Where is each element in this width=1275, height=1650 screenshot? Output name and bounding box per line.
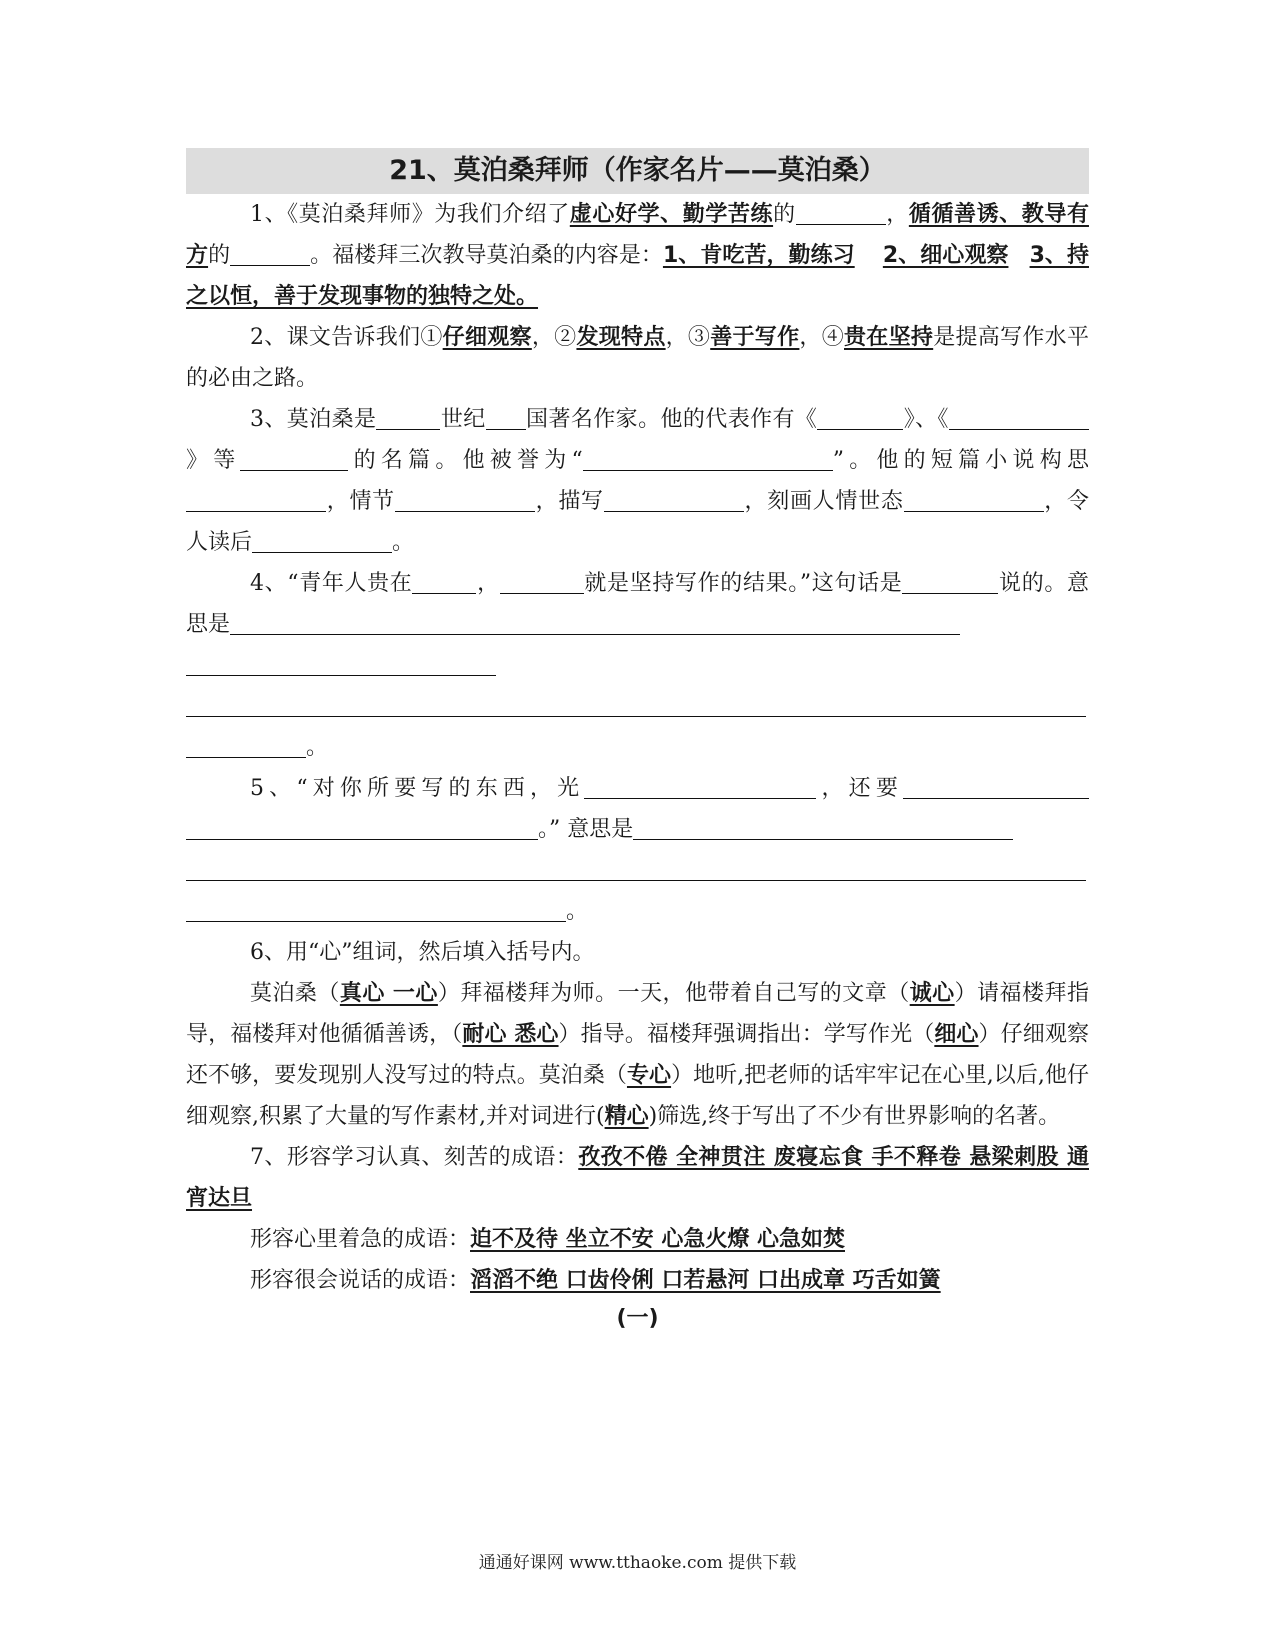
blank[interactable] [604, 485, 744, 512]
question-5 [186, 768, 1089, 850]
q7-text-2: 形容心里着急的成语： [250, 1227, 471, 1252]
blank[interactable] [817, 403, 903, 430]
q4-text-1: 4、“青年人贵在 [250, 571, 413, 596]
q3-text-11: ，令人读后 [186, 489, 1089, 555]
blank[interactable] [376, 403, 440, 430]
q6-text-1: 莫泊桑（ [250, 981, 340, 1006]
q1-text-3: ， [885, 202, 909, 227]
q2-text-2: ，② [531, 325, 577, 350]
q6-text-5: ）仔细观察还不够，要发现别人没写过的特点。莫泊桑（ [186, 1022, 1089, 1088]
blank[interactable] [583, 444, 833, 471]
blank[interactable] [903, 772, 1089, 799]
blank[interactable] [186, 649, 496, 676]
blank[interactable] [949, 403, 1089, 430]
blank[interactable] [486, 403, 526, 430]
q5-text-4: 。 [566, 899, 589, 924]
q5-text-2: ，还要 [816, 776, 903, 801]
q1-answer-5: 3、持之以恒，善于发现事物的独特之处。 [186, 243, 1089, 309]
q3-text-7: ”。他的短篇小说构思 [832, 448, 1089, 473]
q4-answer-lines [186, 645, 1089, 686]
q6-text-3: ）请福楼拜指导，福楼拜对他循循善诱，（ [186, 981, 1089, 1047]
q1-answer-3: 1、肯吃苦，勤练习 [662, 243, 855, 268]
q3-text-4: 》、《 [903, 407, 949, 432]
q2-text-5: 是提高写作水平的必由之路。 [186, 325, 1089, 391]
q3-text-6: 的名篇。他被誉为“ [348, 448, 583, 473]
q1-text-2: 的 [773, 202, 796, 227]
q1-answer-1: 虚心好学、勤学苦练 [569, 202, 774, 227]
q5-text-3: 。” 意思是 [538, 817, 634, 842]
blank[interactable] [230, 608, 960, 635]
q5-answer-lines-2 [186, 891, 1089, 932]
q7-answer-2: 迫不及待 坐立不安 心急火燎 心急如焚 [470, 1227, 845, 1252]
q6-answer-3: 耐心 悉心 [462, 1022, 559, 1047]
blank[interactable] [186, 813, 538, 840]
question-7-row-2 [186, 1219, 1089, 1260]
q7-text-1: 7、形容学习认真、刻苦的成语： [250, 1145, 579, 1170]
q6-answer-6: 精心 [604, 1104, 649, 1129]
blank[interactable] [902, 567, 998, 594]
footer-credit: 通通好课网 www.tthaoke.com 提供下载 [478, 1553, 797, 1573]
q4-answer-lines-3 [186, 727, 1089, 768]
q6-text-2: ）拜福楼拜为师。一天，他带着自己写的文章（ [437, 981, 910, 1006]
q6-answer-4: 细心 [934, 1022, 979, 1047]
q4-text-4: 说的。意思是 [186, 571, 1089, 637]
blank[interactable] [796, 198, 886, 225]
q2-answer-2: 发现特点 [576, 325, 666, 350]
q3-text-10: ，刻画人情世态 [743, 489, 904, 514]
q7-text-3: 形容很会说话的成语： [250, 1268, 471, 1293]
q3-text-8: ，情节 [326, 489, 395, 514]
q3-text-2: 世纪 [440, 407, 486, 432]
question-2 [186, 317, 1089, 399]
q1-text-4: 的 [208, 243, 231, 268]
page-title: 21、莫泊桑拜师（作家名片——莫泊桑） [186, 148, 1089, 194]
q3-text-5: 》等 [186, 448, 241, 473]
worksheet-page [186, 148, 1089, 1337]
q3-text-3: 国著名作家。他的代表作有《 [525, 407, 818, 432]
page-number: (一) [616, 1306, 659, 1331]
q1-answer-4: 2、细心观察 [882, 243, 1009, 268]
blank[interactable] [904, 485, 1044, 512]
question-6-passage [186, 973, 1089, 1137]
q4-text-3: 就是坚持写作的结果。”这句话是 [583, 571, 903, 596]
q2-answer-3: 善于写作 [710, 325, 800, 350]
blank[interactable] [412, 567, 476, 594]
blank[interactable] [186, 731, 306, 758]
question-7-row-3 [186, 1260, 1089, 1301]
blank[interactable] [584, 772, 816, 799]
question-6: 6、用“心”组词，然后填入括号内。 [250, 940, 595, 965]
q6-answer-2: 诚心 [909, 981, 955, 1006]
q2-answer-1: 仔细观察 [442, 325, 532, 350]
q2-answer-4: 贵在坚持 [844, 325, 934, 350]
q6-text-6: ）地听,把老师的话牢牢记在心里,以后,他仔细观察,积累了大量的写作素材,并对词进行( [186, 1063, 1089, 1129]
q3-text-9: ，描写 [534, 489, 604, 514]
blank[interactable] [186, 895, 566, 922]
q4-text-5: 。 [306, 735, 329, 760]
question-7 [186, 1137, 1089, 1219]
blank[interactable] [252, 526, 392, 553]
blank[interactable] [395, 485, 535, 512]
q6-answer-5: 专心 [626, 1063, 672, 1088]
q6-text-7: )筛选,终于写出了不少有世界影响的名著。 [648, 1104, 1061, 1129]
blank[interactable] [186, 485, 326, 512]
question-3 [186, 399, 1089, 563]
q4-answer-lines-2 [186, 686, 1089, 727]
q3-text-12: 。 [392, 530, 415, 555]
q1-answer-2: 循循善诱、教导有方 [186, 202, 1089, 268]
blank[interactable] [633, 813, 1013, 840]
q4-text-2: ， [476, 571, 500, 596]
q2-text-4: ，④ [799, 325, 844, 350]
blank[interactable] [240, 444, 348, 471]
blank[interactable] [186, 854, 1086, 881]
q1-text-1: 1、《莫泊桑拜师》为我们介绍了 [250, 202, 570, 227]
q2-text-1: 2、课文告诉我们① [250, 325, 443, 350]
q1-text-5: 。福楼拜三次教导莫泊桑的内容是： [310, 243, 663, 268]
q5-text-1: 5、“对你所要写的东西，光 [250, 776, 585, 801]
q7-answer-3: 滔滔不绝 口齿伶俐 口若悬河 口出成章 巧舌如簧 [470, 1268, 941, 1293]
blank[interactable] [186, 690, 1086, 717]
question-4 [186, 563, 1089, 645]
q6-answer-1: 真心 一心 [339, 981, 438, 1006]
q6-text-4: ）指导。福楼拜强调指出：学写作光（ [558, 1022, 935, 1047]
blank[interactable] [230, 239, 310, 266]
blank[interactable] [500, 567, 584, 594]
q2-text-3: ，③ [665, 325, 711, 350]
q3-text-1: 3、莫泊桑是 [250, 407, 377, 432]
q5-answer-lines [186, 850, 1089, 891]
question-1 [186, 194, 1089, 317]
q7-answer-1: 孜孜不倦 全神贯注 废寝忘食 手不释卷 悬梁刺股 通宵达旦 [186, 1145, 1089, 1211]
